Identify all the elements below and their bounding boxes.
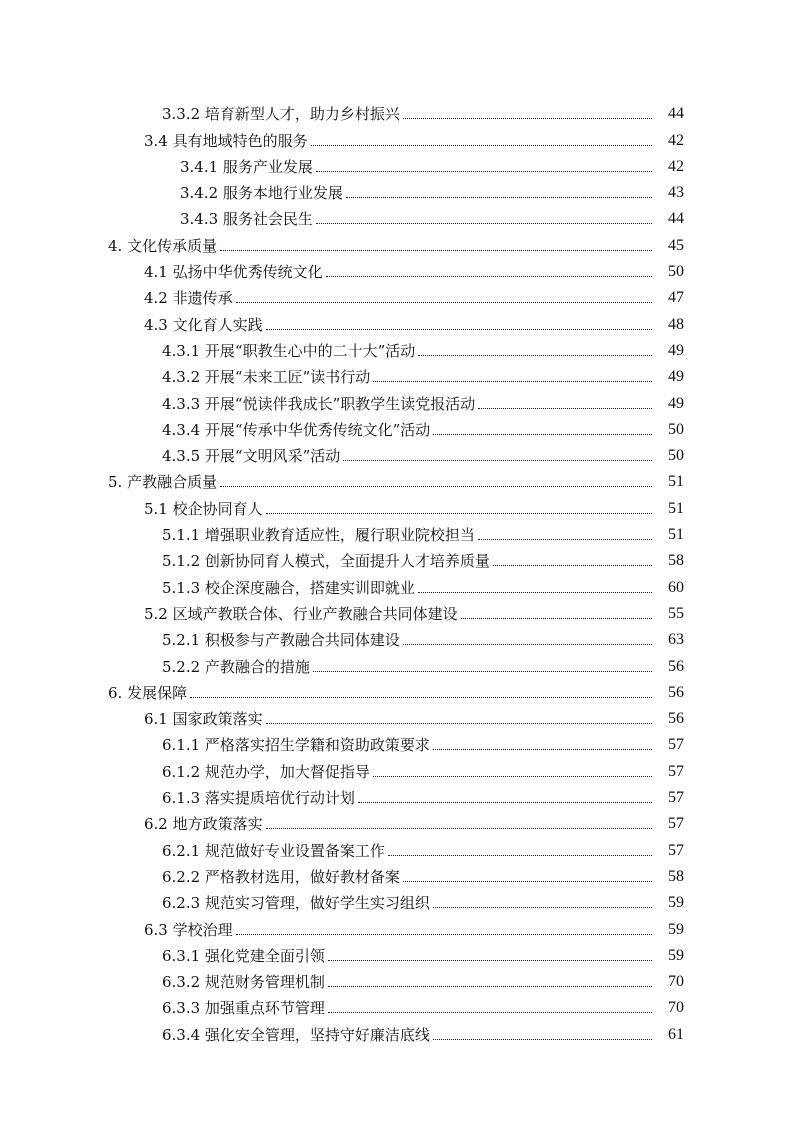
dot-leader — [266, 723, 652, 724]
toc-entry[interactable] — [0, 386, 684, 412]
toc-entry-title: 3.4.2 服务本地行业发展 — [180, 184, 343, 203]
toc-entry[interactable] — [0, 702, 684, 728]
toc-page-number: 51 — [668, 499, 684, 517]
dot-leader — [266, 513, 652, 514]
toc-entry-title: 6.1 国家政策落实 — [144, 710, 263, 729]
toc-page-number: 55 — [668, 604, 684, 622]
toc-entry[interactable] — [0, 413, 684, 439]
dot-leader — [403, 644, 652, 645]
toc-entry-title: 6.3.2 规范财务管理机制 — [162, 973, 325, 992]
toc-entry-title: 6.3.1 强化党建全面引领 — [162, 946, 325, 965]
toc-entry[interactable] — [0, 281, 684, 307]
toc-entry[interactable] — [0, 439, 684, 465]
toc-page-number: 49 — [668, 368, 684, 386]
toc-entry[interactable] — [0, 649, 684, 675]
toc-entry[interactable] — [0, 228, 684, 254]
dot-leader — [266, 329, 652, 330]
toc-entry[interactable] — [0, 807, 684, 833]
toc-entry[interactable] — [0, 754, 684, 780]
toc-entry-title: 4.3.1 开展“职教生心中的二十大”活动 — [162, 341, 416, 360]
toc-entry-title: 6.3 学校治理 — [144, 920, 233, 939]
toc-entry[interactable] — [0, 728, 684, 754]
toc-entry-title: 6.2.2 严格教材选用，做好教材备案 — [162, 867, 400, 886]
dot-leader — [328, 960, 652, 961]
dot-leader — [418, 355, 652, 356]
dot-leader — [433, 434, 652, 435]
toc-page-number: 59 — [668, 894, 684, 912]
toc-entry[interactable] — [0, 570, 684, 596]
toc-entry-title: 4.3 文化育人实践 — [144, 315, 263, 334]
dot-leader — [343, 460, 652, 461]
toc-entry[interactable] — [0, 123, 684, 149]
dot-leader — [266, 828, 652, 829]
toc-entry[interactable] — [0, 97, 684, 123]
toc-page-number: 59 — [668, 920, 684, 938]
toc-entry-title: 6.3.3 加强重点环节管理 — [162, 999, 325, 1018]
toc-page-number: 44 — [668, 210, 684, 228]
toc-entry-title: 5.2.1 积极参与产教融合共同体建设 — [162, 631, 400, 650]
toc-page-number: 43 — [668, 184, 684, 202]
toc-entry[interactable] — [0, 334, 684, 360]
toc-page-number: 57 — [668, 789, 684, 807]
dot-leader — [236, 934, 652, 935]
dot-leader — [328, 986, 652, 987]
toc-page-number: 57 — [668, 736, 684, 754]
dot-leader — [493, 565, 652, 566]
toc-entry[interactable] — [0, 991, 684, 1017]
toc-page-number: 51 — [668, 526, 684, 544]
toc-page-number: 50 — [668, 263, 684, 281]
toc-entry-title: 3.4.1 服务产业发展 — [180, 157, 313, 176]
toc-page-number: 57 — [668, 762, 684, 780]
toc-entry[interactable] — [0, 518, 684, 544]
toc-page-number: 70 — [668, 999, 684, 1017]
toc-page-number: 49 — [668, 341, 684, 359]
toc-page-number: 50 — [668, 420, 684, 438]
toc-entry[interactable] — [0, 202, 684, 228]
toc-entry[interactable] — [0, 886, 684, 912]
dot-leader — [328, 1012, 652, 1013]
toc-page-number: 49 — [668, 394, 684, 412]
toc-page-number: 48 — [668, 315, 684, 333]
toc-entry-title: 5.2 区域产教联合体、行业产教融合共同体建设 — [144, 604, 458, 623]
toc-entry[interactable] — [0, 491, 684, 517]
toc-page-number: 44 — [668, 105, 684, 123]
toc-entry[interactable] — [0, 860, 684, 886]
toc-entry-title: 5.2.2 产教融合的措施 — [162, 657, 310, 676]
toc-page-number: 58 — [668, 552, 684, 570]
dot-leader — [311, 145, 652, 146]
toc-page-number: 45 — [668, 236, 684, 254]
toc-entry-title: 4.3.3 开展“悦读伴我成长”职教学生读党报活动 — [162, 394, 476, 413]
toc-entry[interactable] — [0, 965, 684, 991]
dot-leader — [433, 1039, 652, 1040]
toc-entry-title: 3.4 具有地域特色的服务 — [144, 131, 308, 150]
toc-entry[interactable] — [0, 150, 684, 176]
toc-entry-title: 3.4.3 服务社会民生 — [180, 210, 313, 229]
dot-leader — [373, 776, 652, 777]
dot-leader — [433, 907, 652, 908]
toc-entry-title: 6.1.3 落实提质培优行动计划 — [162, 789, 355, 808]
toc-page-number: 51 — [668, 473, 684, 491]
toc-entry-title: 6.2.1 规范做好专业设置备案工作 — [162, 841, 385, 860]
toc-entry[interactable] — [0, 912, 684, 938]
toc-page-number: 47 — [668, 289, 684, 307]
toc-entry-title: 4.3.2 开展“未来工匠”读书行动 — [162, 368, 371, 387]
dot-leader — [316, 171, 652, 172]
toc-page-number: 56 — [668, 657, 684, 675]
toc-entry-title: 6.1.2 规范办学，加大督促指导 — [162, 762, 370, 781]
dot-leader — [388, 855, 652, 856]
toc-entry-title: 4. 文化传承质量 — [108, 236, 218, 255]
dot-leader — [190, 697, 652, 698]
dot-leader — [461, 618, 652, 619]
toc-page-number: 58 — [668, 867, 684, 885]
toc-page-number: 56 — [668, 683, 684, 701]
table-of-contents — [0, 97, 793, 1044]
toc-page-number: 60 — [668, 578, 684, 596]
toc-entry-title: 6.2 地方政策落实 — [144, 815, 263, 834]
toc-entry-title: 5.1.2 创新协同育人模式，全面提升人才培养质量 — [162, 552, 490, 571]
toc-entry-title: 4.1 弘扬中华优秀传统文化 — [144, 263, 323, 282]
toc-entry[interactable] — [0, 597, 684, 623]
toc-entry[interactable] — [0, 465, 684, 491]
toc-entry-title: 5.1.1 增强职业教育适应性，履行职业院校担当 — [162, 526, 475, 545]
toc-entry[interactable] — [0, 1017, 684, 1043]
dot-leader — [313, 671, 652, 672]
toc-entry-title: 6. 发展保障 — [108, 683, 188, 702]
toc-entry-title: 4.2 非遗传承 — [144, 289, 233, 308]
dot-leader — [433, 749, 652, 750]
toc-entry-title: 6.2.3 规范实习管理，做好学生实习组织 — [162, 894, 430, 913]
toc-page-number: 57 — [668, 815, 684, 833]
toc-page-number: 61 — [668, 1025, 684, 1043]
dot-leader — [220, 250, 652, 251]
toc-page-number: 63 — [668, 631, 684, 649]
toc-page-number: 42 — [668, 157, 684, 175]
toc-entry[interactable] — [0, 360, 684, 386]
toc-entry-title: 6.1.1 严格落实招生学籍和资助政策要求 — [162, 736, 430, 755]
dot-leader — [403, 881, 652, 882]
toc-entry-title: 5.1 校企协同育人 — [144, 499, 263, 518]
toc-page-number: 57 — [668, 841, 684, 859]
dot-leader — [346, 197, 652, 198]
toc-entry[interactable] — [0, 623, 684, 649]
toc-entry-title: 5. 产教融合质量 — [108, 473, 218, 492]
toc-entry[interactable] — [0, 176, 684, 202]
dot-leader — [373, 381, 652, 382]
toc-page-number: 50 — [668, 447, 684, 465]
toc-entry-title: 4.3.5 开展“文明风采”活动 — [162, 447, 341, 466]
toc-entry-title: 6.3.4 强化安全管理，坚持守好廉洁底线 — [162, 1025, 430, 1044]
toc-entry-title: 5.1.3 校企深度融合，搭建实训即就业 — [162, 578, 415, 597]
toc-entry[interactable] — [0, 676, 684, 702]
toc-entry[interactable] — [0, 781, 684, 807]
dot-leader — [478, 539, 652, 540]
toc-entry[interactable] — [0, 544, 684, 570]
toc-page-number: 59 — [668, 946, 684, 964]
dot-leader — [478, 408, 652, 409]
dot-leader — [236, 302, 652, 303]
toc-entry-title: 3.3.2 培育新型人才，助力乡村振兴 — [162, 105, 400, 124]
toc-entry[interactable] — [0, 307, 684, 333]
toc-entry-title: 4.3.4 开展“传承中华优秀传统文化”活动 — [162, 420, 431, 439]
toc-page-number: 42 — [668, 131, 684, 149]
toc-page-number: 56 — [668, 710, 684, 728]
toc-entry[interactable] — [0, 833, 684, 859]
toc-entry[interactable] — [0, 939, 684, 965]
dot-leader — [403, 118, 652, 119]
toc-entry[interactable] — [0, 255, 684, 281]
dot-leader — [220, 486, 652, 487]
dot-leader — [316, 223, 652, 224]
toc-page-number: 70 — [668, 973, 684, 991]
dot-leader — [358, 802, 652, 803]
dot-leader — [418, 592, 652, 593]
dot-leader — [326, 276, 652, 277]
